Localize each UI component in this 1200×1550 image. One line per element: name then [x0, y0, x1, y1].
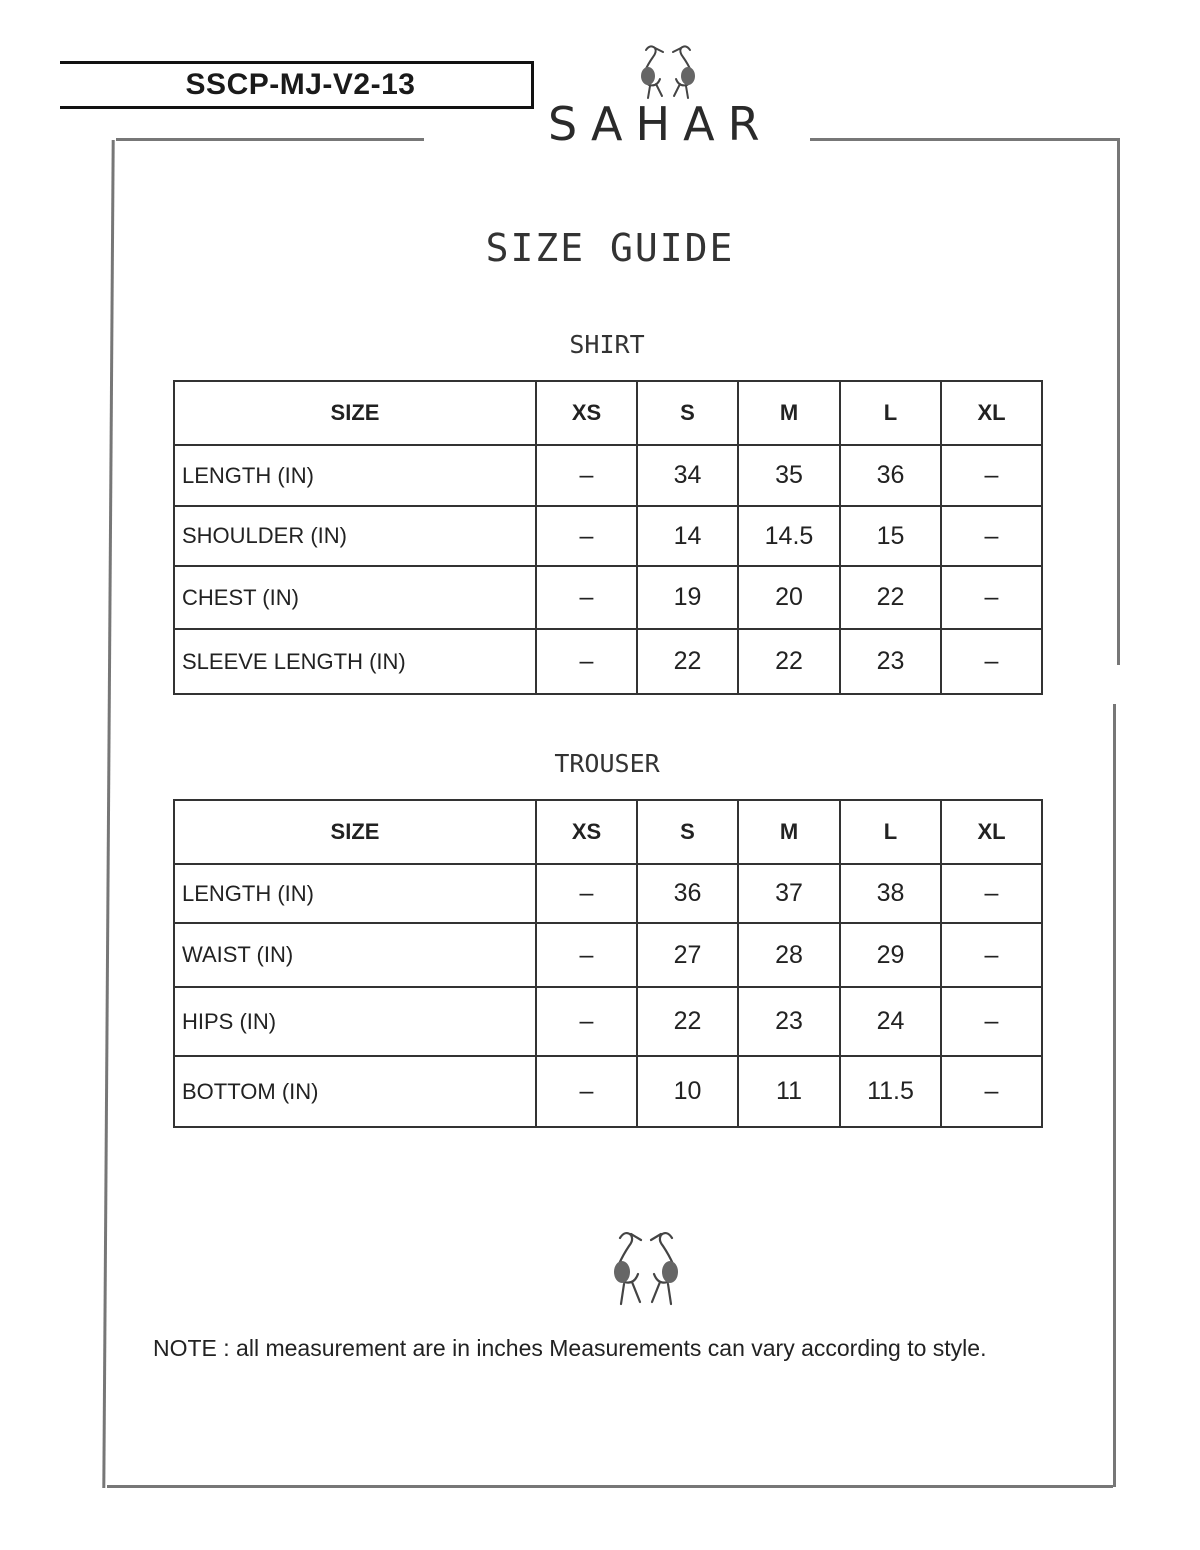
- cell-m: 23: [738, 987, 840, 1056]
- cell-m: 35: [738, 445, 840, 506]
- cell-s: 14: [637, 506, 738, 566]
- table-row: [174, 506, 1042, 566]
- cell-s: 34: [637, 445, 738, 506]
- row-label: SHOULDER (IN): [174, 506, 536, 566]
- shirt-size-table: [173, 380, 1043, 695]
- frame-right-upper: [1117, 140, 1120, 665]
- table-row: [174, 923, 1042, 987]
- cell-l: 24: [840, 987, 941, 1056]
- cell-l: 11.5: [840, 1056, 941, 1127]
- cell-m: 22: [738, 629, 840, 694]
- header-size: SIZE: [174, 800, 536, 864]
- cell-m: 11: [738, 1056, 840, 1127]
- table-row: [174, 566, 1042, 629]
- cell-m: 28: [738, 923, 840, 987]
- frame-top-left: [116, 138, 424, 141]
- cell-l: 29: [840, 923, 941, 987]
- trouser-heading: TROUSER: [554, 749, 660, 778]
- cell-l: 38: [840, 864, 941, 923]
- header-xl: XL: [941, 381, 1042, 445]
- cell-xs: –: [536, 987, 637, 1056]
- row-label: LENGTH (IN): [174, 864, 536, 923]
- header-s: S: [637, 381, 738, 445]
- cell-xs: –: [536, 864, 637, 923]
- table-row: [174, 445, 1042, 506]
- cell-l: 36: [840, 445, 941, 506]
- table-row: [174, 1056, 1042, 1127]
- table-header-row: [174, 800, 1042, 864]
- table-row: [174, 987, 1042, 1056]
- trouser-size-table: [173, 799, 1043, 1128]
- header-xs: XS: [536, 381, 637, 445]
- row-label: HIPS (IN): [174, 987, 536, 1056]
- row-label: LENGTH (IN): [174, 445, 536, 506]
- cell-s: 36: [637, 864, 738, 923]
- cell-m: 37: [738, 864, 840, 923]
- header-xs: XS: [536, 800, 637, 864]
- table-header-row: [174, 381, 1042, 445]
- row-label: SLEEVE LENGTH (IN): [174, 629, 536, 694]
- header-s: S: [637, 800, 738, 864]
- header-xl: XL: [941, 800, 1042, 864]
- cell-xl: –: [941, 445, 1042, 506]
- frame-top-right: [810, 138, 1120, 141]
- row-label: WAIST (IN): [174, 923, 536, 987]
- header-m: M: [738, 800, 840, 864]
- header-size: SIZE: [174, 381, 536, 445]
- header-l: L: [840, 381, 941, 445]
- cell-s: 10: [637, 1056, 738, 1127]
- cell-s: 27: [637, 923, 738, 987]
- cell-xl: –: [941, 506, 1042, 566]
- product-code-box: [60, 61, 534, 109]
- cell-m: 20: [738, 566, 840, 629]
- cell-xl: –: [941, 566, 1042, 629]
- twin-heron-logo-icon: [598, 1226, 694, 1308]
- frame-right-lower: [1113, 704, 1116, 1487]
- cell-m: 14.5: [738, 506, 840, 566]
- cell-xl: –: [941, 987, 1042, 1056]
- cell-s: 19: [637, 566, 738, 629]
- cell-xs: –: [536, 566, 637, 629]
- table-row: [174, 629, 1042, 694]
- cell-l: 22: [840, 566, 941, 629]
- page-title: SIZE GUIDE: [485, 226, 735, 270]
- cell-l: 23: [840, 629, 941, 694]
- cell-xs: –: [536, 923, 637, 987]
- row-label: BOTTOM (IN): [174, 1056, 536, 1127]
- cell-s: 22: [637, 629, 738, 694]
- brand-name: SAHAR: [548, 97, 773, 151]
- cell-xs: –: [536, 629, 637, 694]
- twin-heron-logo-icon: [628, 42, 708, 100]
- shirt-heading: SHIRT: [569, 330, 645, 359]
- cell-xl: –: [941, 1056, 1042, 1127]
- cell-l: 15: [840, 506, 941, 566]
- cell-xs: –: [536, 445, 637, 506]
- product-code: SSCP-MJ-V2-13: [185, 68, 416, 101]
- header-l: L: [840, 800, 941, 864]
- frame-bottom: [107, 1485, 1113, 1488]
- cell-s: 22: [637, 987, 738, 1056]
- table-row: [174, 864, 1042, 923]
- measurement-note: NOTE : all measurement are in inches Measurements can vary according to style.: [153, 1335, 987, 1361]
- header-m: M: [738, 381, 840, 445]
- cell-xs: –: [536, 506, 637, 566]
- cell-xl: –: [941, 923, 1042, 987]
- row-label: CHEST (IN): [174, 566, 536, 629]
- cell-xl: –: [941, 629, 1042, 694]
- cell-xs: –: [536, 1056, 637, 1127]
- cell-xl: –: [941, 864, 1042, 923]
